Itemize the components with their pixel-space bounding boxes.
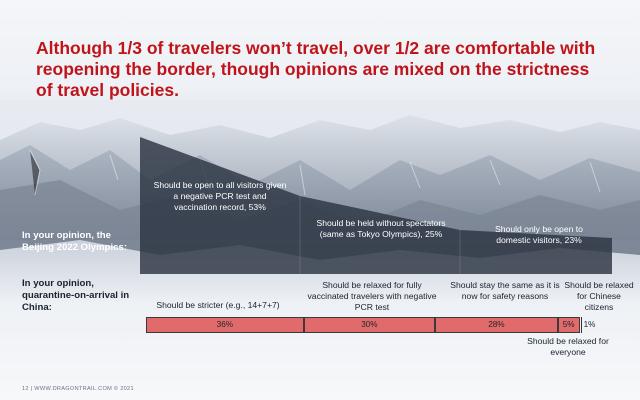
quarantine-cat-stricter: Should be stricter (e.g., 14+7+7) <box>156 300 280 310</box>
quarantine-cat-relaxed-chinese: Should be relaxed for Chinese citizens <box>564 280 634 312</box>
quarantine-cat-relaxed-everyone: Should be relaxed for everyone <box>527 336 609 357</box>
page-title: Although 1/3 of travelers won’t travel, over 1/2 are comfortable with reopening the border, though opinions are mixed on the strictness of travel policies. <box>36 38 596 100</box>
olympics-label-no-spectators: Should be held without spectators (same as Tokyo Olympics), 25% <box>316 218 446 239</box>
bar-label-relaxed-chinese: 1% <box>583 320 596 329</box>
bar-segment-relaxed-chinese <box>581 317 582 333</box>
quarantine-cat-stay-same: Should stay the same as it is now for safety reasons <box>450 280 560 301</box>
bar-segment-relaxed-vaccinated: 30% <box>304 317 435 333</box>
bar-segment-relaxed-everyone: 5% <box>558 317 580 333</box>
quarantine-row-label: In your opinion, quarantine-on-arrival in China: <box>22 278 130 313</box>
footer: 12 | WWW.DRAGONTRAIL.COM © 2021 <box>22 386 134 392</box>
bar-segment-stricter: 36% <box>146 317 304 333</box>
olympics-label-open: Should be open to all visitors given a negative PCR test and vaccination record, 53% <box>153 180 287 212</box>
olympics-row-label: In your opinion, the Beijing 2022 Olympics: <box>22 230 128 253</box>
bar-segment-stay-same: 28% <box>435 317 558 333</box>
olympics-label-domestic: Should only be open to domestic visitors, 23% <box>495 224 583 245</box>
quarantine-cat-relaxed-vaccinated: Should be relaxed for fully vaccinated travelers with negative PCR test <box>307 280 437 312</box>
